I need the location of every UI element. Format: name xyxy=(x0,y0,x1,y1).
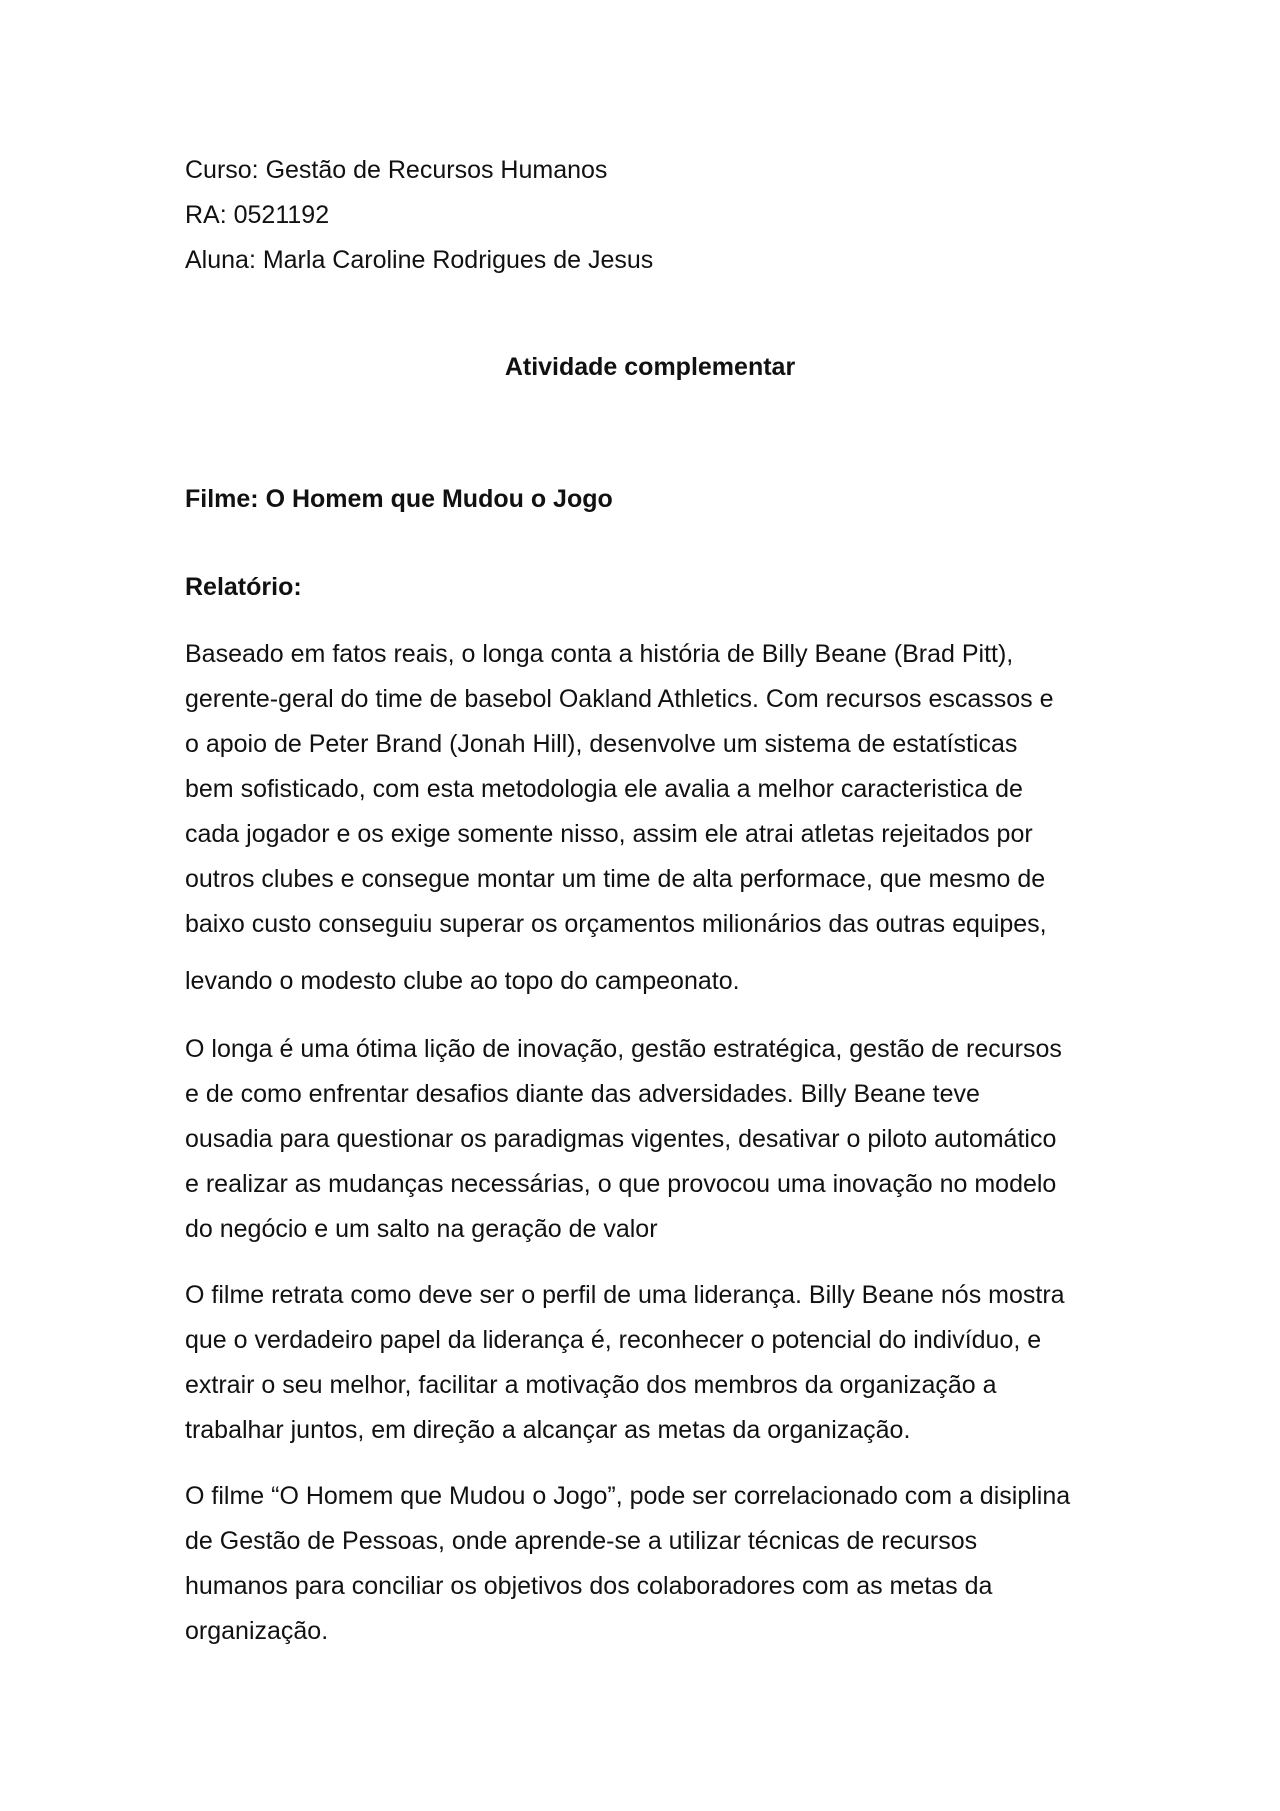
paragraph-line: Baseado em fatos reais, o longa conta a história de Billy Beane (Brad Pitt), xyxy=(185,640,1014,668)
paragraph-line: e de como enfrentar desafios diante das adversidades. Billy Beane teve xyxy=(185,1080,980,1108)
report-label: Relatório: xyxy=(185,573,302,601)
paragraph-line: O longa é uma ótima lição de inovação, gestão estratégica, gestão de recursos xyxy=(185,1035,1062,1063)
course-line: Curso: Gestão de Recursos Humanos xyxy=(185,156,608,184)
paragraph-line: cada jogador e os exige somente nisso, assim ele atrai atletas rejeitados por xyxy=(185,820,1033,848)
paragraph-line: do negócio e um salto na geração de valor xyxy=(185,1215,658,1243)
paragraph-line: que o verdadeiro papel da liderança é, reconhecer o potencial do indivíduo, e xyxy=(185,1326,1042,1354)
paragraph-2 xyxy=(185,1027,1105,1252)
paragraph-line: outros clubes e consegue montar um time de alta performace, que mesmo de xyxy=(185,865,1046,893)
paragraph-line: O filme retrata como deve ser o perfil de uma liderança. Billy Beane nós mostra xyxy=(185,1281,1065,1309)
paragraph-line: trabalhar juntos, em direção a alcançar as metas da organização. xyxy=(185,1416,911,1444)
paragraph-1 xyxy=(185,632,1105,1004)
paragraph-line: bem sofisticado, com esta metodologia ele avalia a melhor caracteristica de xyxy=(185,775,1023,803)
paragraph-line: levando o modesto clube ao topo do campeonato. xyxy=(185,967,740,995)
student-line: Aluna: Marla Caroline Rodrigues de Jesus xyxy=(185,246,654,274)
film-heading: Filme: O Homem que Mudou o Jogo xyxy=(185,485,613,513)
document-page xyxy=(185,148,1105,1654)
paragraph-line: organização. xyxy=(185,1617,329,1645)
paragraph-line: humanos para conciliar os objetivos dos colaboradores com as metas da xyxy=(185,1572,993,1600)
ra-line: RA: 0521192 xyxy=(185,201,330,229)
paragraph-line: o apoio de Peter Brand (Jonah Hill), desenvolve um sistema de estatísticas xyxy=(185,730,1018,758)
paragraph-line: ousadia para questionar os paradigmas vigentes, desativar o piloto automático xyxy=(185,1125,1057,1153)
paragraph-3 xyxy=(185,1273,1105,1453)
paragraph-line: e realizar as mudanças necessárias, o que provocou uma inovação no modelo xyxy=(185,1170,1057,1198)
document-title: Atividade complementar xyxy=(504,353,796,381)
paragraph-4 xyxy=(185,1474,1105,1654)
paragraph-line: baixo custo conseguiu superar os orçamentos milionários das outras equipes, xyxy=(185,910,1047,938)
paragraph-line: gerente-geral do time de basebol Oakland Athletics. Com recursos escassos e xyxy=(185,685,1054,713)
paragraph-line: de Gestão de Pessoas, onde aprende-se a utilizar técnicas de recursos xyxy=(185,1527,978,1555)
paragraph-line: extrair o seu melhor, facilitar a motivação dos membros da organização a xyxy=(185,1371,997,1399)
paragraph-line: O filme “O Homem que Mudou o Jogo”, pode ser correlacionado com a disiplina xyxy=(185,1482,1071,1510)
